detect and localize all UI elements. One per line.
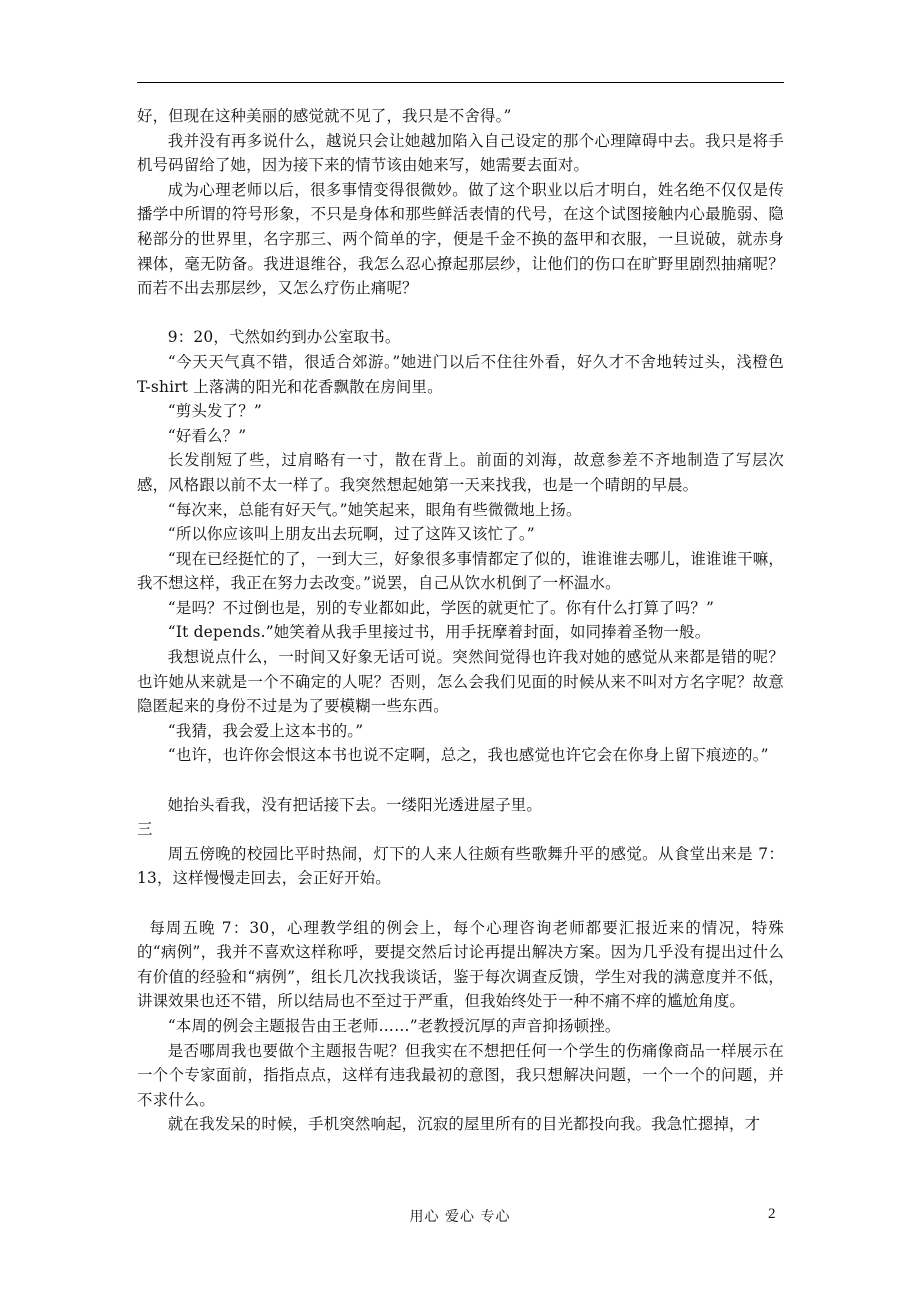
header-rule (137, 82, 784, 83)
paragraph: “现在已经挺忙的了，一到大三，好象很多事情都定了似的，谁谁谁去哪儿，谁谁谁干嘛，我不想这样，我正在努力去改变。”说罢，自己从饮水机倒了一杯温水。 (137, 549, 784, 593)
paragraph: 就在我发呆的时候，手机突然响起，沉寂的屋里所有的目光都投向我。我急忙摁掉，才 (167, 1115, 761, 1134)
paragraph: 长发削短了些，过肩略有一寸，散在背上。前面的刘海，故意参差不齐地制造了写层次感，风格跟以前不太一样了。我突然想起她第一天来找我，也是一个晴朗的早晨。 (137, 451, 784, 494)
blank-line (137, 768, 784, 793)
paragraph: 9：20，弋然如约到办公室取书。 (167, 328, 401, 347)
paragraph: “我猜，我会爱上这本书的。” (167, 721, 364, 740)
paragraph: “也许，也许你会恨这本书也说不定啊，总之，我也感觉也许它会在你身上留下痕迹的。” (167, 746, 769, 765)
paragraph: 好，但现在这种美丽的感觉就不见了，我只是不舍得。” (137, 107, 512, 125)
blank-line (137, 891, 784, 916)
paragraph: “所以你应该叫上朋友出去玩啊，过了这阵又该忙了。” (167, 525, 535, 544)
paragraph: “It depends.”她笑着从我手里接过书，用手抚摩着封面，如同捧着圣物一般。 (167, 623, 711, 642)
page-body (137, 104, 784, 1137)
paragraph: “每次来，总能有好天气。”她笑起来，眼角有些微微地上扬。 (167, 500, 582, 519)
section-number: 三 (137, 820, 153, 839)
paragraph: “剪头发了？” (167, 402, 262, 421)
paragraph: 我想说点什么，一时间又好象无话可说。突然间觉得也许我对她的感觉从来都是错的呢？也许她从来就是一个不确定的人呢？否则，怎么会我们见面的时候从来不叫对方名字呢？故意隐匿起来的身份不过是为了要模糊一些东西。 (137, 648, 784, 716)
paragraph: “是吗？不过倒也是，别的专业都如此，学医的就更忙了。你有什么打算了吗？” (167, 598, 715, 617)
footer-motto: 用心 爱心 专心 (409, 1209, 511, 1225)
paragraph: “好看么？” (167, 426, 247, 445)
blank-line (137, 301, 784, 326)
paragraph: 她抬头看我，没有把话接下去。一缕阳光透进屋子里。 (167, 795, 542, 814)
paragraph: “今天天气真不错，很适合郊游。”她进门以后不住往外看，好久才不舍地转过头，浅橙色 T-shirt 上落满的阳光和花香飘散在房间里。 (137, 352, 784, 396)
paragraph: 周五傍晚的校园比平时热闹，灯下的人来人往颇有些歌舞升平的感觉。从食堂出来是 7：13，这样慢慢走回去，会正好开始。 (137, 844, 784, 888)
paragraph: 成为心理老师以后，很多事情变得很微妙。做了这个职业以后才明白，姓名绝不仅仅是传播学中所谓的符号形象，不只是身体和那些鲜活表情的代号，在这个试图接触内心最脆弱、隐秘部分的世界里，名字那三、两个简单的字，便是千金不换的盔甲和衣服，一旦说破，就赤身裸体，毫无防备。我进退维谷，我怎么忍心撩起那层纱，让他们的伤口在旷野里剧烈抽痛呢？而若不出去那层纱，又怎么疗伤止痛呢？ (137, 180, 784, 298)
page-number: 2 (768, 1206, 776, 1222)
paragraph: “本周的例会主题报告由王老师……”老教授沉厚的声音抑扬顿挫。 (167, 1016, 621, 1035)
paragraph: 是否哪周我也要做个主题报告呢？但我实在不想把任何一个学生的伤痛像商品一样展示在一个个专家面前，指指点点，这样有违我最初的意图，我只想解决问题，一个一个的问题，并不求什么。 (137, 1041, 784, 1109)
paragraph: 每周五晚 7：30，心理教学组的例会上，每个心理咨询老师都要汇报近来的情况，特殊的“病例”，我并不喜欢这样称呼，要提交然后讨论再提出解决方案。因为几乎没有提出过什么有价值的经验和“病例”，组长几次找我谈话，鉴于每次调查反馈，学生对我的满意度并不低，讲课效果也还不错，所以结局也不至过于严重，但我始终处于一种不痛不痒的尴尬角度。 (137, 918, 784, 1011)
paragraph: 我并没有再多说什么，越说只会让她越加陷入自己设定的那个心理障碍中去。我只是将手机号码留给了她，因为接下来的情节该由她来写，她需要去面对。 (137, 131, 784, 175)
